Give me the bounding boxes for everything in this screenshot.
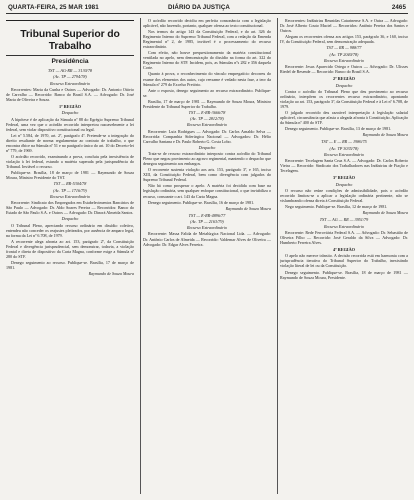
case-ruling: (Ac. TP — 1716/79) — [53, 187, 87, 193]
case-type: Recurso Extraordinário — [187, 225, 227, 231]
body-paragraph: Brasília, 17 de março de 1981 — Raymundo de Souza Moura, Ministro Presidente do Tribunal Superior do Trabalho. — [143, 98, 271, 109]
parties-paragraph: Recorrente: Rede Ferroviária Federal S.A. — Advogado: Dr. Sebastião de Oliveira Filho — Recorrido: José Geraldo da Silva — Advogado: Dr. Humberto Ferreira Alves. — [280, 229, 408, 245]
column-divider — [277, 18, 278, 494]
column-right — [280, 18, 408, 496]
title-rule — [6, 55, 134, 56]
court-title: Tribunal Superior do Trabalho — [20, 29, 120, 52]
body-paragraph: O Tribunal Pleno, apreciando recurso ordinário em dissídio coletivo, entendeu não conceder os reajustes pleiteados, por ausência de amparo legal, na forma da Lei nº 6.708, de 1979. — [6, 222, 134, 238]
body-paragraph: Trata-se de recurso extraordinário interposto contra acórdão do Tribunal Pleno que negou provimento ao agravo regimental, mantendo o despacho que denegou seguimento aos embargos. — [143, 151, 271, 167]
case-type: Recurso Extraordinário — [187, 122, 227, 128]
header-rule — [6, 13, 408, 14]
case-ruling: (Ac. TP — 2794/78) — [53, 74, 87, 80]
header-date: QUARTA-FEIRA, 25 MAR 1981 — [8, 4, 99, 11]
body-paragraph: A recorrente alega afronta ao art. 153, parágrafo 2º, da Constituição Federal e divergência jurisprudencial, sem demonstrar, todavia, a violação frontal e direta de dispositivo da Carta Magna, conforme exige a Súmula nº 280 do STF. — [6, 238, 134, 259]
case-number: TST — RR — 988/77 — [326, 45, 362, 51]
case-number: TST — E — RR — 1986/75 — [321, 139, 367, 145]
body-paragraph: O acórdão recorrido, examinando a prova, concluiu pela inexistência de violação à lei federal, estando a matéria superada pela jurisprudência do Tribunal. Inviável o recurso. — [6, 154, 134, 170]
body-paragraph: Ante o exposto, denego seguimento ao recurso extraordinário. Publique-se. — [143, 87, 271, 98]
header-page-number: 2465 — [391, 4, 406, 11]
body-paragraph: Denego seguimento. Publique-se. Brasília, 18 de março de 1981 — Raymundo de Souza Moura, Presidente. — [280, 269, 408, 280]
case-ruling: (Ac. TP — 2812/78) — [190, 116, 224, 122]
body-paragraph: O recorrente sustenta violação aos arts. 153, parágrafo 3º, e 165, inciso XIII, da Constituição Federal, bem como divergência com julgados do Supremo Tribunal Federal. — [143, 167, 271, 183]
body-paragraph: Alegam os recorrentes ofensa aos artigos 153, parágrafo 36, e 160, inciso IV, da Constituição Federal, sem demonstração adequada. — [280, 34, 408, 45]
header-journal-title: DIÁRIO DA JUSTIÇA — [168, 4, 230, 11]
ruling-heading: Despacho — [61, 110, 79, 116]
column-left — [6, 18, 134, 496]
body-paragraph: O apelo não merece trânsito. A decisão recorrida está em harmonia com a jurisprudência iterativa do Tribunal Superior do Trabalho, inexistindo violação literal de lei ou da Constituição. — [280, 253, 408, 269]
parties-paragraph: Recorrente: Jesus Aparecido Ortega e Outros — Advogado: Dr. Ulisses Riedel de Resende — Recorrido: Banco do Brasil S.A. — [280, 64, 408, 75]
parties-paragraph: Recorrentes: Maria da Cunha e Outros — Advogado: Dr. Antonio Otávio de Carvalho — Recorrido: Banco do Brasil S.A. — Advogado: Dr. José Maria de Oliveira e Souza. — [6, 86, 134, 102]
ruling-heading: Despacho — [335, 82, 353, 88]
parties-paragraph: Recorrente: Sindicato dos Empregados em Estabelecimentos Bancários de São Paulo — Advogado: Dr. Aldo Soares Pereira — Recorridos: Banco do Estado de São Paulo S.A. e Outros — Advogado: Dr. Dinorá Almeida Santos. — [6, 200, 134, 216]
case-number: TST — AG — RR — 3951/79 — [319, 217, 369, 223]
body-paragraph: Denego seguimento. Publique-se. Brasília, 13 de março de 1981. — [285, 126, 392, 132]
region-heading: 4º REGIÃO — [332, 246, 356, 252]
body-paragraph: Não há como prosperar o apelo. A matéria foi decidida com base na legislação ordinária, sem qualquer enfoque constitucional, o que inviabiliza o recurso, consoante o art. 143 da Carta Magna. — [143, 183, 271, 199]
case-type: Recurso Extraordinário — [324, 151, 364, 157]
ruling-heading: Despacho — [61, 216, 79, 222]
signature: Raymundo de Souza Moura — [362, 132, 408, 138]
title-rule — [6, 20, 134, 21]
signature: Raymundo de Souza Moura — [362, 210, 408, 216]
region-heading: 1º REGIÃO — [58, 104, 82, 110]
body-paragraph: Publique-se. Brasília, 18 de março de 1981 — Raymundo de Souza Moura, Ministro Presidente do TST. — [6, 170, 134, 181]
case-number: TST — RR-5304/78 — [53, 181, 87, 187]
body-paragraph: Contra o acórdão do Tribunal Pleno que deu provimento ao recurso ordinário, interpõem os recorrentes recurso extraordinário, apontando violação ao art. 153, parágrafo 3º, da Constituição Federal e à Lei nº 6.708, de 1979. — [280, 88, 408, 110]
case-type: Recurso Extraordinário — [50, 80, 90, 86]
case-type: Recurso Extraordinário — [324, 57, 364, 63]
parties-paragraph: Recorrente: Tecelagem Santa Cruz S.A. — Advogado: Dr. Carlos Roberto Vieira — Recorrido: Sindicato dos Trabalhadores nas Indústrias de Fiação e Tecelagem. — [280, 158, 408, 174]
signature: Raymundo de Souza Moura — [88, 271, 134, 277]
case-number: TST — E-RR-3666/78 — [188, 109, 226, 115]
body-paragraph: Denego seguimento. Publique-se. Brasília, 16 de março de 1981. — [148, 199, 255, 205]
body-paragraph: O acórdão recorrido decidiu em perfeita consonância com a legislação aplicável, não havendo, portanto, qualquer ofensa ao texto constitucional. — [143, 18, 271, 29]
case-ruling: (Ac. TP — 2163/79) — [190, 218, 224, 224]
ruling-heading: Despacho — [335, 181, 353, 187]
body-paragraph: Quanto à prova, o reconhecimento do vínculo empregatício decorreu do exame dos elementos dos autos, cujo reexame é vedado nesta fase, a teor da Súmula nº 279 do Excelso Pretório. — [143, 71, 271, 87]
parties-paragraph: Recorrente: Luiz Rodrigues — Advogado: Dr. Carlos Arnaldo Selva — Recorrida: Companhia Siderúrgica Nacional — Advogados: Dr. Hélio Carvalho Santana e Dr. Paulo Roberto G. Costa Lobo. — [143, 128, 271, 144]
column-divider — [140, 18, 141, 494]
body-paragraph: Denego seguimento ao recurso. Publique-se. Brasília, 17 de março de 1981. — [6, 259, 134, 270]
region-heading: 3º REGIÃO — [332, 175, 356, 181]
body-paragraph: Nego seguimento. Publique-se. Brasília, 12 de março de 1981. — [285, 204, 388, 210]
body-paragraph: Lei nº 5.584, de 1970, art. 2º, parágrafo 4º. Pretende-se a integração do direito resultante de norma regulamentar ao contrato de trabalho, o que encontra óbice na Súmula nº 51 e no parágrafo único do art. 10 do Decreto-lei nº 779, de 1969. — [6, 132, 134, 154]
case-number: TST — E-RR-4896/77 — [188, 212, 226, 218]
case-type: Recurso Extraordinário — [324, 223, 364, 229]
parties-paragraph: Recorrentes: Indústrias Reunidas Catarinense S.A. e Outra — Advogado: Dr. José Alberto Couto Maciel — Recorridos: Antônio Pereira dos Santos e Outros. — [280, 18, 408, 34]
body-paragraph: Com efeito, não houve prequestionamento da matéria constitucional ventilada no apelo, nem demonstração do dissídio na forma do art. 322 do Regimento Interno do STF. Incidem, pois, as Súmulas nºs 282 e 356 daquela Corte. — [143, 50, 271, 71]
section-title: Presidência — [51, 58, 89, 65]
case-type: Recurso Extraordinário — [50, 193, 90, 199]
body-paragraph: Nos termos do artigo 143 da Constituição Federal, e do art. 326 do Regimento Interno do Supremo Tribunal Federal, com a redação da Emenda Regimental nº 2, de 1985, inviável é o processamento do recurso extraordinário. — [143, 29, 271, 50]
body-paragraph: O recurso não reúne condições de admissibilidade, pois o acórdão recorrido limitou-se a aplicar a legislação ordinária pertinente, não se vislumbrando ofensa direta à Constituição Federal. — [280, 188, 408, 204]
ruling-heading: Despacho — [198, 144, 216, 150]
case-ruling: (Ac. TP 3035/78) — [329, 145, 359, 151]
parties-paragraph: Recorrente: Massa Falida de Metalúrgica Nacional Ltda. — Advogado: Dr. Antônio Carlos de Almeida — Recorrido: Valdemar Alves de Oliveira — Advogado: Dr. Edgar Alves Ferreira. — [143, 231, 271, 247]
case-ruling: (Ac. TP 2040/78) — [329, 51, 359, 57]
region-heading: 2º REGIÃO — [332, 76, 356, 82]
body-paragraph: A hipótese é de aplicação da Súmula nº 88 do Egrégio Supremo Tribunal Federal, uma vez que o acórdão recorrido interpretou razoavelmente a lei federal, sem violar dispositivo constitucional ou legal. — [6, 116, 134, 132]
body-paragraph: O julgado recorrido deu razoável interpretação à legislação salarial aplicável, circunstância que afasta a alegada afronta à Constituição. Aplicação da Súmula nº 400 do STF. — [280, 110, 408, 126]
column-middle — [143, 18, 271, 496]
case-number: TST — AG-RR — 3130/78 — [47, 68, 93, 73]
signature: Raymundo de Souza Moura — [225, 205, 271, 211]
